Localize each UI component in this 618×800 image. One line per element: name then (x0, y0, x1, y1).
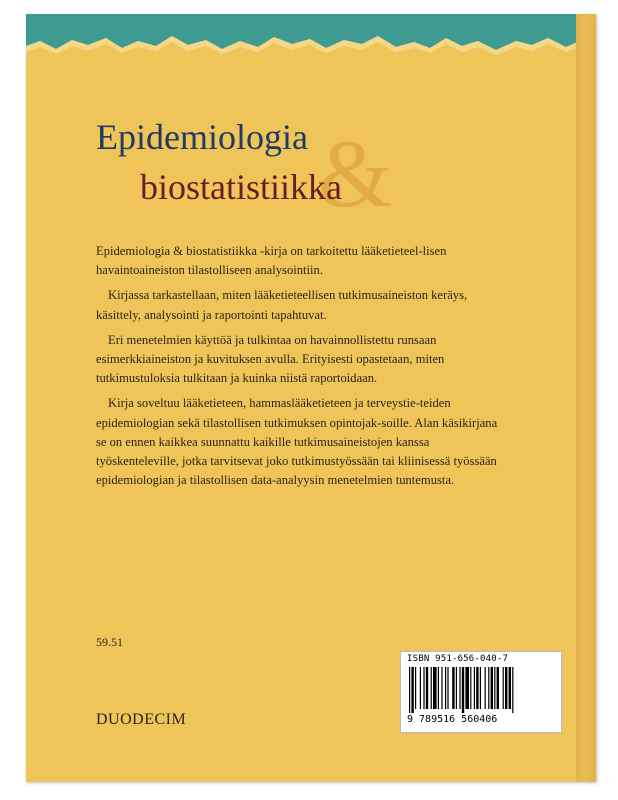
barcode-bar (441, 667, 442, 709)
blurb-paragraph-2: Kirjassa tarkastellaan, miten lääketieteellisen tutkimusaineiston keräys, käsittely, analysointi ja raportointi tapahtuvat. (96, 288, 468, 322)
barcode-bar (426, 667, 428, 709)
barcode-bar (431, 667, 432, 709)
barcode-bar (497, 667, 499, 709)
barcode-bar (485, 667, 486, 709)
title-biostatistiikka: biostatistiikka (140, 167, 342, 207)
barcode-bar (459, 667, 460, 709)
barcode-bar (438, 667, 439, 709)
barcode-bar (503, 667, 504, 709)
title-ampersand: & (318, 120, 393, 227)
barcode-bar (420, 667, 421, 709)
barcode-bar (445, 667, 446, 709)
blurb-paragraph-3: Eri menetelmien käyttöä ja tulkintaa on havainnollistettu runsaan esimerkkiaineiston ja kuvituksen avulla. Erityisesti opastetaan, miten tutkimustuloksia tulkitaan ja kuinka niistä raportoidaan. (96, 332, 445, 386)
barcode-bar (505, 667, 507, 709)
barcode-bar (470, 667, 471, 709)
isbn-barcode (400, 651, 562, 733)
barcode-bar (456, 667, 457, 709)
barcode-bar (474, 667, 475, 709)
spine-edge (576, 14, 596, 782)
barcode-bar (509, 667, 511, 709)
blurb-text (96, 242, 508, 496)
blurb-paragraph-4: Kirja soveltuu lääketieteen, hammaslääketieteen ja terveystie-teiden epidemiologian sekä tilastollisen tutkimuksen opintojak-soille. Alan käsikirjana se on ennen kaikkea suunnattu kaikille tutkimusaineistojen kanssa työskenteleville, jotka tarvitsevat joko tutkimustyössään tai kliinisessä työssään epidemiologian ja tilastollisen data-analyysin menetelmien tuntemusta. (96, 396, 498, 488)
barcode-bar (512, 667, 513, 713)
barcode-bar (462, 667, 464, 713)
barcode-bar (415, 667, 416, 709)
barcode-bar (465, 667, 469, 709)
book-back-cover (26, 14, 596, 782)
barcode-bar (476, 667, 478, 709)
barcode-bar (491, 667, 493, 709)
barcode-bar (488, 667, 489, 709)
teal-torn-band (26, 14, 596, 58)
barcode-bar (480, 667, 481, 709)
price-code: 59.51 (96, 635, 123, 649)
isbn-text: ISBN 951-656-040-7 (407, 654, 509, 664)
book-title (96, 112, 416, 232)
barcode-bar (433, 667, 437, 709)
barcode-bar (411, 667, 413, 713)
barcode-bar (452, 667, 454, 709)
barcode-bar (423, 667, 424, 709)
barcode-bar (409, 667, 410, 713)
barcode-bar (447, 667, 448, 709)
barcode-bars (409, 667, 553, 713)
barcode-bar (494, 667, 495, 709)
barcode-number: 9 789516 560406 (407, 714, 498, 725)
blurb-paragraph-1: Epidemiologia & biostatistiikka -kirja on tarkoitettu lääketieteel-lisen havaintoaineiston tilastolliseen analysointiin. (96, 244, 447, 278)
publisher-name: DUODECIM (96, 711, 187, 728)
title-epidemiologia: Epidemiologia (96, 117, 308, 157)
